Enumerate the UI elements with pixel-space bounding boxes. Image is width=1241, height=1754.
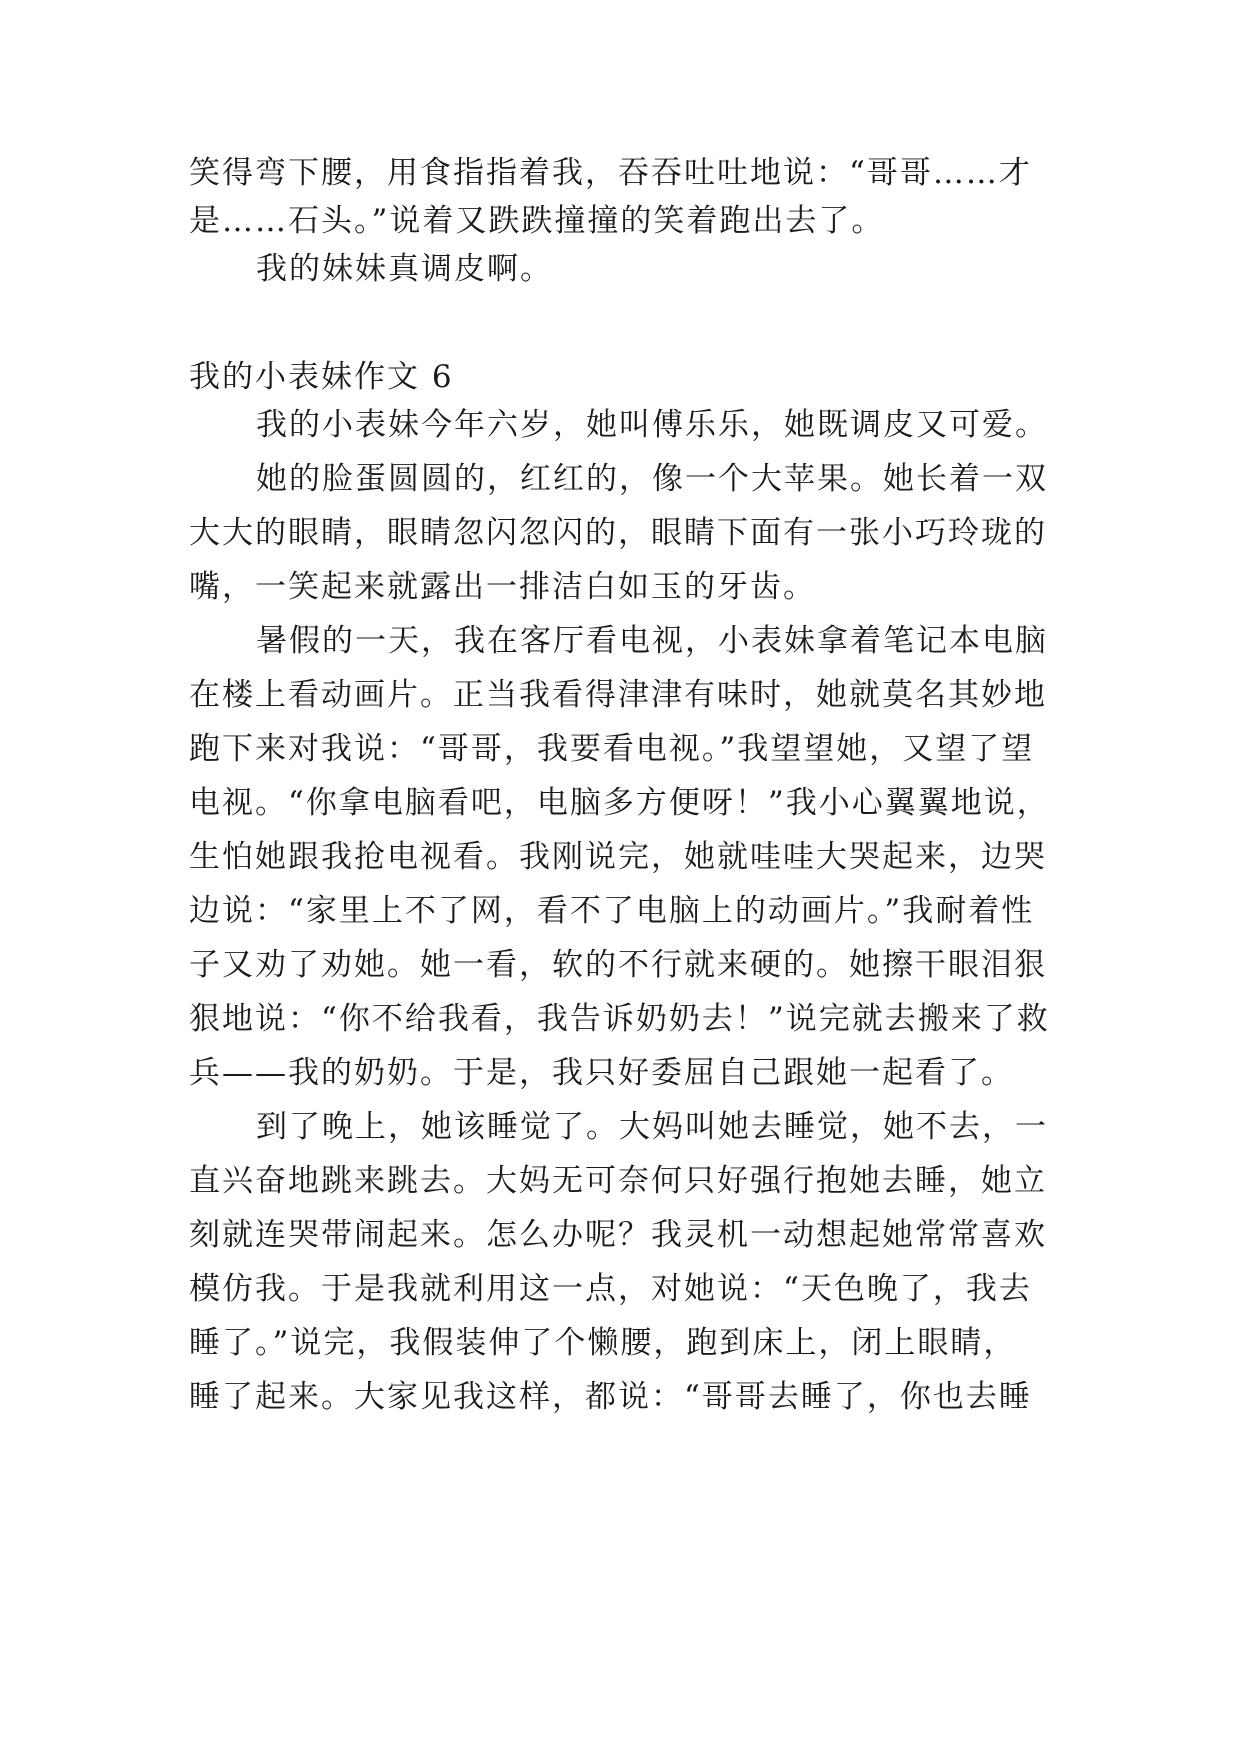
text-line: 笑得弯下腰，用食指指着我，吞吞吐吐地说：“哥哥……才 bbox=[189, 155, 1032, 191]
text-line: 模仿我。于是我就利用这一点，对她说：“天色晚了，我去 bbox=[189, 1271, 1032, 1307]
text-line: 跑下来对我说：“哥哥，我要看电视。”我望望她，又望了望 bbox=[189, 731, 1035, 767]
text-line: 生怕她跟我抢电视看。我刚说完，她就哇哇大哭起来，边哭 bbox=[189, 839, 1047, 875]
paragraph-line: 我的妹妹真调皮啊。 bbox=[256, 251, 553, 287]
text-line: 在楼上看动画片。正当我看得津津有味时，她就莫名其妙地 bbox=[189, 677, 1047, 713]
text-line: 大大的眼睛，眼睛忽闪忽闪的，眼睛下面有一张小巧玲珑的 bbox=[189, 515, 1047, 551]
text-line: 兵——我的奶奶。于是，我只好委屈自己跟她一起看了。 bbox=[189, 1055, 1014, 1091]
text-line: 电视。“你拿电脑看吧，电脑多方便呀！”我小心翼翼地说， bbox=[189, 785, 1050, 821]
text-line: 边说：“家里上不了网，看不了电脑上的动画片。”我耐着性 bbox=[189, 893, 1035, 929]
text-line: 睡了。”说完，我假装伸了个懒腰，跑到床上，闭上眼睛， bbox=[189, 1325, 1017, 1361]
text-line: 直兴奋地跳来跳去。大妈无可奈何只好强行抱她去睡，她立 bbox=[189, 1163, 1047, 1199]
paragraph-line: 我的小表妹今年六岁，她叫傅乐乐，她既调皮又可爱。 bbox=[256, 407, 1048, 443]
essay-heading: 我的小表妹作文 6 bbox=[189, 359, 454, 395]
text-line: 子又劝了劝她。她一看，软的不行就来硬的。她擦干眼泪狠 bbox=[189, 947, 1047, 983]
paragraph-line: 她的脸蛋圆圆的，红红的，像一个大苹果。她长着一双 bbox=[256, 461, 1048, 497]
paragraph-line: 暑假的一天，我在客厅看电视，小表妹拿着笔记本电脑 bbox=[256, 623, 1048, 659]
text-line: 刻就连哭带闹起来。怎么办呢？我灵机一动想起她常常喜欢 bbox=[189, 1217, 1047, 1253]
text-line: 睡了起来。大家见我这样，都说：“哥哥去睡了，你也去睡 bbox=[189, 1379, 1032, 1415]
text-line: 是……石头。”说着又跌跌撞撞的笑着跑出去了。 bbox=[189, 203, 885, 239]
text-line: 狠地说：“你不给我看，我告诉奶奶去！”说完就去搬来了救 bbox=[189, 1001, 1050, 1037]
text-line: 嘴，一笑起来就露出一排洁白如玉的牙齿。 bbox=[189, 569, 816, 605]
paragraph-line: 到了晚上，她该睡觉了。大妈叫她去睡觉，她不去，一 bbox=[256, 1109, 1048, 1145]
